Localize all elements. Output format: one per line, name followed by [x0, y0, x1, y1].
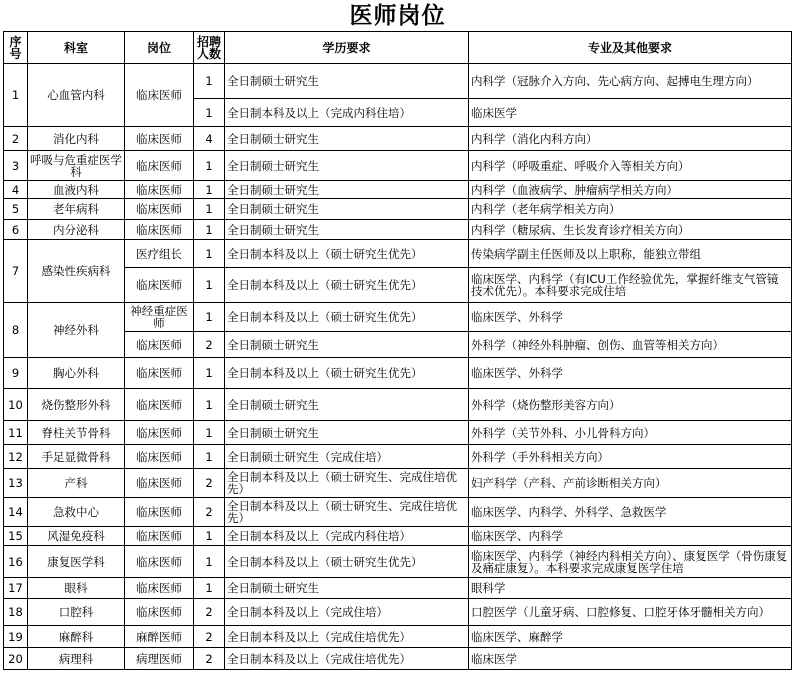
cell-no: 6: [4, 220, 28, 240]
cell-count: 1: [194, 220, 225, 240]
cell-count: 1: [194, 151, 225, 181]
cell-post: 临床医师: [125, 127, 194, 151]
cell-post: 病理医师: [125, 648, 194, 670]
table-row: [4, 151, 792, 181]
cell-count: 1: [194, 240, 225, 268]
cell-count: 1: [194, 99, 225, 127]
cell-edu: 全日制本科及以上（完成内科住培）: [225, 99, 469, 127]
table-row: [4, 181, 792, 199]
cell-no: 11: [4, 421, 28, 445]
cell-edu: 全日制硕士研究生: [225, 64, 469, 99]
cell-no: 4: [4, 181, 28, 199]
table-row: [4, 498, 792, 527]
cell-count: 1: [194, 421, 225, 445]
table-row: [4, 220, 792, 240]
cell-req: 临床医学: [469, 99, 792, 127]
cell-post: 神经重症医师: [125, 303, 194, 332]
table-row: [4, 527, 792, 546]
table-row: [4, 240, 792, 268]
cell-post: 临床医师: [125, 220, 194, 240]
table-row: [4, 626, 792, 648]
cell-count: 2: [194, 648, 225, 670]
cell-req: 临床医学、内科学、外科学、急救医学: [469, 498, 792, 527]
cell-no: 2: [4, 127, 28, 151]
cell-edu: 全日制本科及以上（硕士研究生优先）: [225, 546, 469, 578]
cell-no: 18: [4, 599, 28, 626]
cell-req: 外科学（手外科相关方向）: [469, 445, 792, 469]
cell-count: 1: [194, 358, 225, 389]
cell-no: 3: [4, 151, 28, 181]
table-row: [4, 599, 792, 626]
cell-no: 1: [4, 64, 28, 127]
table-row: [4, 358, 792, 389]
cell-edu: 全日制本科及以上（硕士研究生优先）: [225, 240, 469, 268]
cell-count: 1: [194, 181, 225, 199]
cell-post: 麻醉医师: [125, 626, 194, 648]
cell-req: 内科学（血液病学、肿瘤病学相关方向）: [469, 181, 792, 199]
cell-dept: 内分泌科: [28, 220, 125, 240]
cell-req: 临床医学、内科学: [469, 527, 792, 546]
table-row: [4, 127, 792, 151]
cell-post: 临床医师: [125, 527, 194, 546]
cell-post: 临床医师: [125, 199, 194, 220]
cell-dept: 眼科: [28, 578, 125, 599]
cell-post: 临床医师: [125, 389, 194, 421]
cell-post: 医疗组长: [125, 240, 194, 268]
cell-post: 临床医师: [125, 578, 194, 599]
cell-req: 眼科学: [469, 578, 792, 599]
page-title: 医师岗位: [349, 2, 446, 29]
cell-dept: 病理科: [28, 648, 125, 670]
header-no: 序号: [4, 32, 28, 64]
cell-edu: 全日制硕士研究生: [225, 181, 469, 199]
cell-req: 内科学（冠脉介入方向、先心病方向、起搏电生理方向）: [469, 64, 792, 99]
cell-no: 15: [4, 527, 28, 546]
cell-count: 2: [194, 469, 225, 498]
cell-post: 临床医师: [125, 151, 194, 181]
cell-dept: 急救中心: [28, 498, 125, 527]
cell-dept: 手足显微骨科: [28, 445, 125, 469]
header-count: 招聘人数: [194, 32, 225, 64]
cell-req: 内科学（呼吸重症、呼吸介入等相关方向）: [469, 151, 792, 181]
cell-edu: 全日制硕士研究生: [225, 199, 469, 220]
table-row: [4, 199, 792, 220]
cell-req: 临床医学: [469, 648, 792, 670]
cell-edu: 全日制硕士研究生: [225, 389, 469, 421]
cell-no: 20: [4, 648, 28, 670]
cell-count: 1: [194, 546, 225, 578]
cell-count: 1: [194, 527, 225, 546]
cell-count: 1: [194, 268, 225, 303]
cell-edu: 全日制本科及以上（硕士研究生、完成住培优先）: [225, 469, 469, 498]
cell-req: 临床医学、外科学: [469, 303, 792, 332]
cell-req: 外科学（关节外科、小儿骨科方向）: [469, 421, 792, 445]
cell-dept: 麻醉科: [28, 626, 125, 648]
cell-edu: 全日制本科及以上（硕士研究生优先）: [225, 268, 469, 303]
cell-count: 2: [194, 599, 225, 626]
cell-dept: 神经外科: [28, 303, 125, 358]
cell-req: 外科学（神经外科肿瘤、创伤、血管等相关方向）: [469, 332, 792, 358]
cell-edu: 全日制硕士研究生: [225, 578, 469, 599]
cell-no: 17: [4, 578, 28, 599]
cell-dept: 风湿免疫科: [28, 527, 125, 546]
cell-count: 1: [194, 578, 225, 599]
cell-req: 妇产科学（产科、产前诊断相关方向）: [469, 469, 792, 498]
cell-post: 临床医师: [125, 64, 194, 127]
cell-no: 7: [4, 240, 28, 303]
cell-count: 1: [194, 389, 225, 421]
cell-dept: 康复医学科: [28, 546, 125, 578]
cell-edu: 全日制硕士研究生: [225, 421, 469, 445]
cell-dept: 胸心外科: [28, 358, 125, 389]
cell-post: 临床医师: [125, 181, 194, 199]
cell-no: 13: [4, 469, 28, 498]
cell-count: 2: [194, 626, 225, 648]
cell-count: 4: [194, 127, 225, 151]
header-post: 岗位: [125, 32, 194, 64]
cell-dept: 消化内科: [28, 127, 125, 151]
cell-dept: 血液内科: [28, 181, 125, 199]
cell-no: 9: [4, 358, 28, 389]
table-row: [4, 648, 792, 670]
cell-post: 临床医师: [125, 268, 194, 303]
table-header-row: [4, 32, 792, 64]
cell-edu: 全日制硕士研究生: [225, 220, 469, 240]
cell-dept: 口腔科: [28, 599, 125, 626]
cell-post: 临床医师: [125, 332, 194, 358]
cell-no: 5: [4, 199, 28, 220]
cell-dept: 烧伤整形外科: [28, 389, 125, 421]
cell-edu: 全日制本科及以上（完成住培优先）: [225, 626, 469, 648]
cell-no: 19: [4, 626, 28, 648]
header-edu: 学历要求: [225, 32, 469, 64]
cell-no: 12: [4, 445, 28, 469]
cell-edu: 全日制本科及以上（硕士研究生优先）: [225, 358, 469, 389]
table-row: [4, 64, 792, 99]
table-row: [4, 546, 792, 578]
cell-post: 临床医师: [125, 445, 194, 469]
cell-post: 临床医师: [125, 421, 194, 445]
table-row: [4, 421, 792, 445]
cell-count: 2: [194, 498, 225, 527]
table-row: [4, 303, 792, 332]
cell-no: 16: [4, 546, 28, 578]
cell-edu: 全日制硕士研究生: [225, 332, 469, 358]
cell-req: 临床医学、麻醉学: [469, 626, 792, 648]
cell-req: 临床医学、内科学（神经内科相关方向）、康复医学（骨伤康复及痛症康复）。本科要求完成康复医学住培: [469, 546, 792, 578]
cell-edu: 全日制本科及以上（完成住培）: [225, 599, 469, 626]
cell-edu: 全日制本科及以上（硕士研究生优先）: [225, 303, 469, 332]
cell-count: 1: [194, 64, 225, 99]
cell-post: 临床医师: [125, 358, 194, 389]
cell-post: 临床医师: [125, 469, 194, 498]
cell-count: 1: [194, 445, 225, 469]
cell-edu: 全日制本科及以上（完成住培优先）: [225, 648, 469, 670]
cell-count: 1: [194, 303, 225, 332]
cell-count: 2: [194, 332, 225, 358]
cell-req: 内科学（消化内科方向）: [469, 127, 792, 151]
cell-count: 1: [194, 199, 225, 220]
cell-no: 14: [4, 498, 28, 527]
cell-edu: 全日制本科及以上（硕士研究生、完成住培优先）: [225, 498, 469, 527]
cell-req: 口腔医学（儿童牙病、口腔修复、口腔牙体牙髓相关方向）: [469, 599, 792, 626]
cell-dept: 心血管内科: [28, 64, 125, 127]
cell-edu: 全日制硕士研究生: [225, 151, 469, 181]
cell-req: 外科学（烧伤整形美容方向）: [469, 389, 792, 421]
cell-post: 临床医师: [125, 546, 194, 578]
positions-table: [3, 31, 792, 670]
table-row: [4, 389, 792, 421]
cell-req: 传染病学副主任医师及以上职称，能独立带组: [469, 240, 792, 268]
cell-post: 临床医师: [125, 599, 194, 626]
cell-req: 内科学（老年病学相关方向）: [469, 199, 792, 220]
cell-no: 8: [4, 303, 28, 358]
cell-req: 内科学（糖尿病、生长发育诊疗相关方向）: [469, 220, 792, 240]
header-req: 专业及其他要求: [469, 32, 792, 64]
cell-post: 临床医师: [125, 498, 194, 527]
cell-dept: 老年病科: [28, 199, 125, 220]
cell-no: 10: [4, 389, 28, 421]
cell-dept: 感染性疾病科: [28, 240, 125, 303]
cell-edu: 全日制硕士研究生: [225, 127, 469, 151]
cell-req: 临床医学、外科学: [469, 358, 792, 389]
cell-edu: 全日制硕士研究生（完成住培）: [225, 445, 469, 469]
header-dept: 科室: [28, 32, 125, 64]
cell-dept: 脊柱关节骨科: [28, 421, 125, 445]
table-row: [4, 469, 792, 498]
cell-req: 临床医学、内科学（有ICU工作经验优先，掌握纤维支气管镜技术优先）。本科要求完成住培: [469, 268, 792, 303]
cell-edu: 全日制本科及以上（完成内科住培）: [225, 527, 469, 546]
cell-dept: 产科: [28, 469, 125, 498]
cell-dept: 呼吸与危重症医学科: [28, 151, 125, 181]
table-row: [4, 578, 792, 599]
table-row: [4, 445, 792, 469]
